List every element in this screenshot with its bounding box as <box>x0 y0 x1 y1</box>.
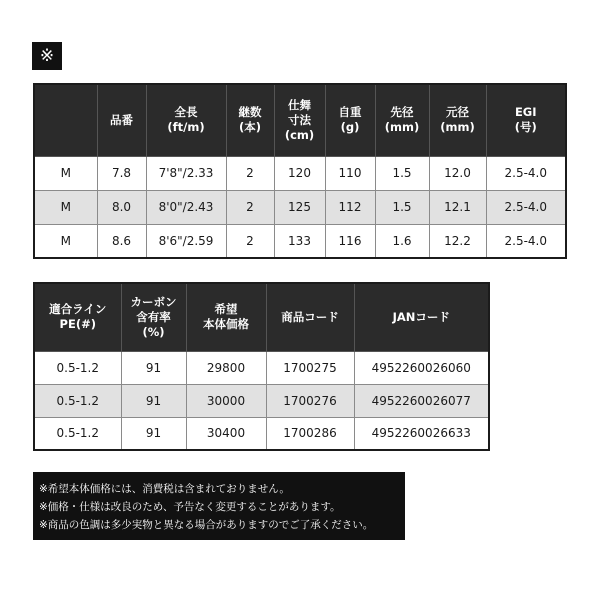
price-header-retail-price: 希望 本体価格 <box>186 283 266 351</box>
table-cell: 4952260026060 <box>354 351 489 384</box>
table-cell: M <box>34 224 97 258</box>
table-row <box>34 190 566 224</box>
spec-header-closed-length: 仕舞 寸法 (cm) <box>274 84 325 156</box>
table-row <box>34 224 566 258</box>
table-cell: 30400 <box>186 417 266 450</box>
table-cell: 91 <box>121 417 186 450</box>
table-cell: 1700286 <box>266 417 354 450</box>
table-cell: 1.5 <box>375 156 429 190</box>
table-cell: 4952260026633 <box>354 417 489 450</box>
spec-header-sections: 継数 (本) <box>226 84 274 156</box>
table-cell: 91 <box>121 351 186 384</box>
table-cell: 4952260026077 <box>354 384 489 417</box>
spec-header-tip-diameter: 先径 (mm) <box>375 84 429 156</box>
price-header-jan-code: JANコード <box>354 283 489 351</box>
table-cell: 0.5-1.2 <box>34 351 121 384</box>
table-cell: 8.0 <box>97 190 146 224</box>
table-cell: 12.1 <box>429 190 486 224</box>
table-row <box>34 156 566 190</box>
table-cell: 91 <box>121 384 186 417</box>
spec-table-header-row <box>34 84 566 156</box>
table-cell: 2.5-4.0 <box>486 156 566 190</box>
table-cell: 120 <box>274 156 325 190</box>
spec-header-model-number: 品番 <box>97 84 146 156</box>
price-table-header-row <box>34 283 489 351</box>
table-cell: 7'8"/2.33 <box>146 156 226 190</box>
table-cell: 7.8 <box>97 156 146 190</box>
table-cell: 1.6 <box>375 224 429 258</box>
spec-header-weight: 自重 (g) <box>325 84 375 156</box>
table-cell: 0.5-1.2 <box>34 384 121 417</box>
table-cell: 1.5 <box>375 190 429 224</box>
table-cell: 12.2 <box>429 224 486 258</box>
table-cell: 2 <box>226 156 274 190</box>
table-cell: 2.5-4.0 <box>486 190 566 224</box>
note-line: ※商品の色調は多少実物と異なる場合がありますのでご了承ください。 <box>39 519 374 531</box>
spec-header-egi-size: EGI (号) <box>486 84 566 156</box>
price-header-product-code: 商品コード <box>266 283 354 351</box>
table-cell: 12.0 <box>429 156 486 190</box>
table-cell: 116 <box>325 224 375 258</box>
spec-header-total-length: 全長 (ft/m) <box>146 84 226 156</box>
table-cell: 110 <box>325 156 375 190</box>
table-row <box>34 417 489 450</box>
spec-table <box>33 83 567 259</box>
spec-header-blank <box>34 84 97 156</box>
table-cell: 1700276 <box>266 384 354 417</box>
table-cell: 125 <box>274 190 325 224</box>
price-header-line-rating: 適合ライン PE(#) <box>34 283 121 351</box>
note-line: ※価格・仕様は改良のため、予告なく変更することがあります。 <box>39 501 341 513</box>
table-cell: 2 <box>226 224 274 258</box>
table-cell: 1700275 <box>266 351 354 384</box>
spec-header-butt-diameter: 元径 (mm) <box>429 84 486 156</box>
table-cell: 8'6"/2.59 <box>146 224 226 258</box>
table-cell: 8.6 <box>97 224 146 258</box>
table-cell: 8'0"/2.43 <box>146 190 226 224</box>
table-row <box>34 351 489 384</box>
table-cell: 0.5-1.2 <box>34 417 121 450</box>
table-cell: 112 <box>325 190 375 224</box>
note-line: ※希望本体価格には、消費税は含まれておりません。 <box>39 483 290 495</box>
table-row <box>34 384 489 417</box>
table-cell: 29800 <box>186 351 266 384</box>
note-mark-badge: ※ <box>32 42 62 70</box>
table-cell: 2 <box>226 190 274 224</box>
table-cell: 133 <box>274 224 325 258</box>
price-header-carbon-content: カーボン 含有率 (%) <box>121 283 186 351</box>
notes-box <box>33 472 405 540</box>
table-cell: 30000 <box>186 384 266 417</box>
table-cell: M <box>34 190 97 224</box>
table-cell: M <box>34 156 97 190</box>
price-table <box>33 282 490 451</box>
table-cell: 2.5-4.0 <box>486 224 566 258</box>
